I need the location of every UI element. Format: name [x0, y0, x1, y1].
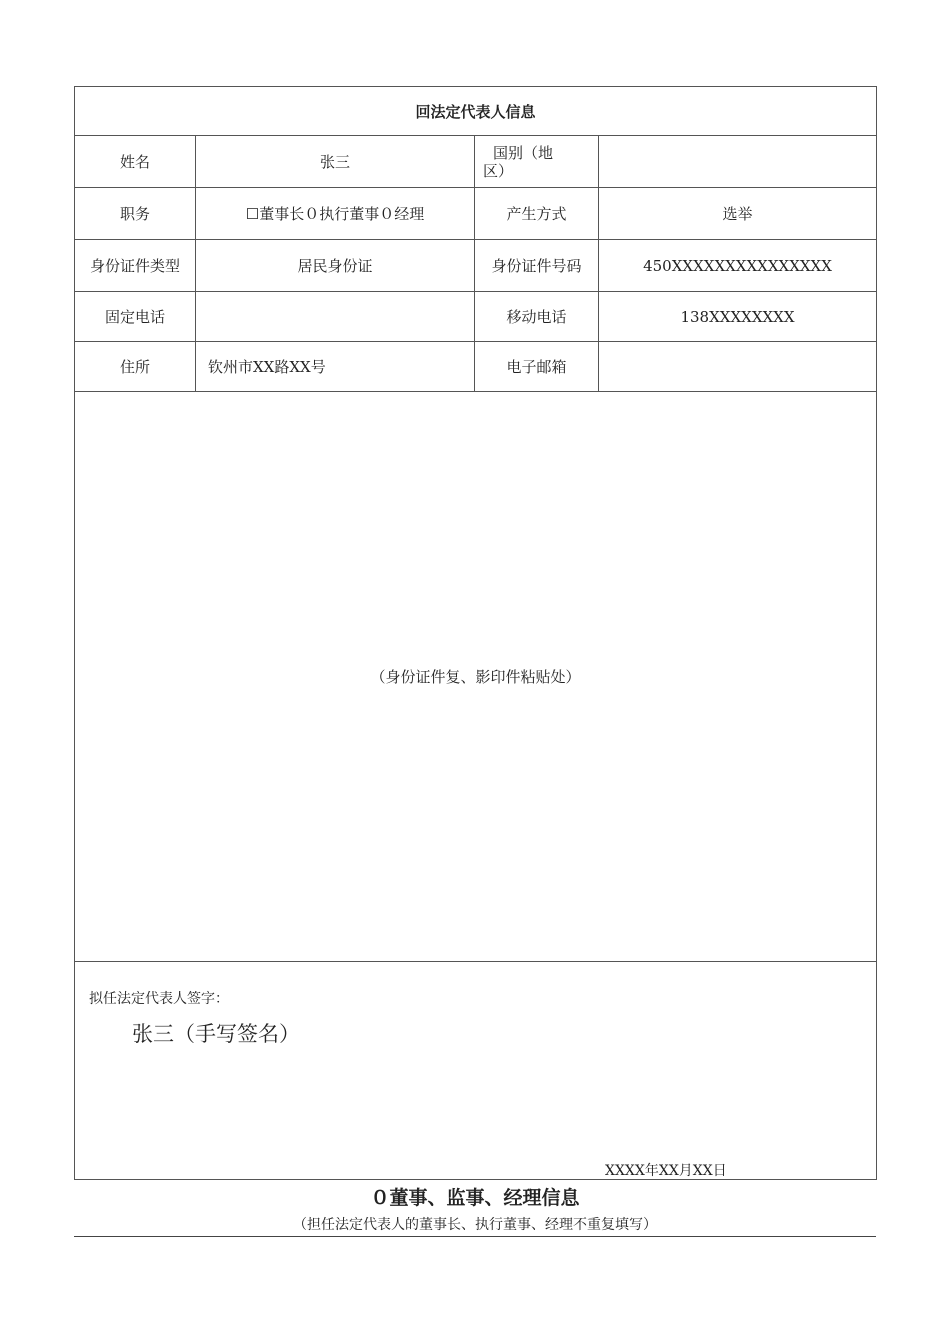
- email-field[interactable]: [599, 342, 877, 392]
- id-number-label: 身份证件号码: [475, 240, 599, 292]
- legal-representative-form: [74, 86, 877, 1180]
- form-title: 回法定代表人信息: [75, 87, 877, 136]
- id-copy-paste-area: （身份证件复、影印件粘贴处）: [75, 392, 877, 962]
- id-type-field[interactable]: 居民身份证: [196, 240, 475, 292]
- appointment-method-label: 产生方式: [475, 188, 599, 240]
- section-note: （担任法定代表人的董事长、执行董事、经理不重复填写）: [293, 1217, 657, 1233]
- landline-label: 固定电话: [75, 292, 196, 342]
- signature-area: [75, 962, 877, 1180]
- landline-field[interactable]: [196, 292, 475, 342]
- nationality-label-line1: 国别（地: [493, 143, 554, 162]
- position-label: 职务: [75, 188, 196, 240]
- id-number-field[interactable]: 450XXXXXXXXXXXXXXX: [599, 240, 877, 292]
- nationality-label: [475, 136, 599, 188]
- signature-label: 拟任法定代表人签字：: [89, 991, 229, 1007]
- nationality-field[interactable]: [599, 136, 877, 188]
- section-title: ０董事、监事、经理信息: [370, 1187, 580, 1209]
- email-label: 电子邮箱: [475, 342, 599, 392]
- address-field[interactable]: 钦州市XX路XX号: [196, 342, 475, 392]
- signature-date[interactable]: XXXX年XX月XX日: [605, 1163, 727, 1179]
- appointment-method-field[interactable]: 选举: [599, 188, 877, 240]
- address-label: 住所: [75, 342, 196, 392]
- position-options[interactable]: ☐董事长０执行董事０经理: [196, 188, 475, 240]
- nationality-label-line2: 区）: [483, 161, 514, 180]
- name-field[interactable]: 张三: [196, 136, 475, 188]
- section-divider: [74, 1236, 876, 1237]
- id-type-label: 身份证件类型: [75, 240, 196, 292]
- name-label: 姓名: [75, 136, 196, 188]
- mobile-field[interactable]: 138XXXXXXXX: [599, 292, 877, 342]
- mobile-label: 移动电话: [475, 292, 599, 342]
- signature-field[interactable]: 张三（手写签名）: [132, 1022, 300, 1046]
